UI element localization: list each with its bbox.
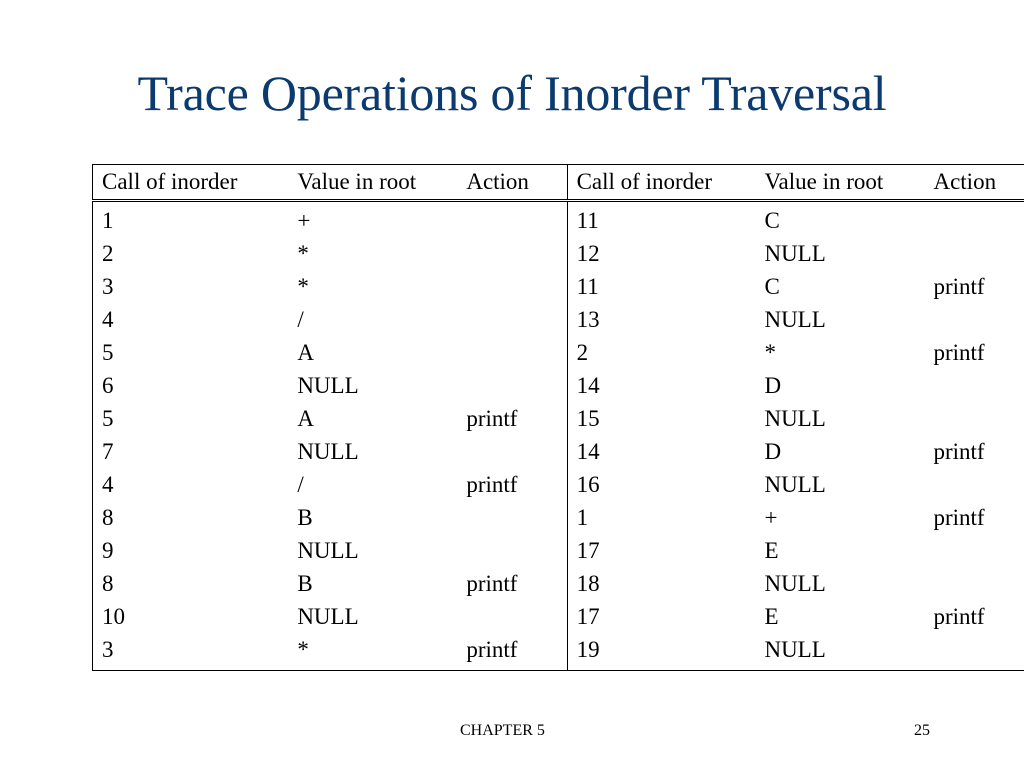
cell-value-in-root-left: NULL xyxy=(297,538,359,563)
cell-action-left: printf xyxy=(457,633,567,671)
header-action-right: Action xyxy=(924,165,1024,201)
header-value-in-root-left: Value in root xyxy=(288,165,457,201)
cell-call-of-inorder-right: 1 xyxy=(567,501,755,534)
cell-call-of-inorder-left: 8 xyxy=(93,501,289,534)
cell-value-in-root-right: NULL xyxy=(764,571,826,596)
cell-value-in-root-left: * xyxy=(297,241,309,266)
cell-value-in-root-right: E xyxy=(764,538,779,563)
cell-value-in-root-right: + xyxy=(764,505,778,530)
cell-action-left xyxy=(457,237,567,270)
cell-action-right xyxy=(924,633,1024,671)
cell-action-left xyxy=(457,336,567,369)
cell-value-in-root-left: NULL xyxy=(297,373,359,398)
cell-action-right: printf xyxy=(924,435,1024,468)
cell-call-of-inorder-right: 11 xyxy=(567,270,755,303)
table-row xyxy=(93,600,1024,633)
cell-action-left: printf xyxy=(466,406,518,431)
cell-value-in-root-right: E xyxy=(764,604,779,629)
cell-call-of-inorder-left: 3 xyxy=(93,270,289,303)
cell-action-right xyxy=(924,369,1024,402)
cell-action-left xyxy=(457,534,567,567)
cell-value-in-root-left: / xyxy=(297,472,304,497)
cell-action-right: printf xyxy=(924,600,1024,633)
table-row xyxy=(93,270,1024,303)
cell-value-in-root-left: * xyxy=(288,633,457,671)
cell-action-left: printf xyxy=(466,571,518,596)
trace-table xyxy=(92,164,1024,671)
cell-call-of-inorder-right: 18 xyxy=(567,567,755,600)
cell-action-left xyxy=(457,369,567,402)
cell-action-right: printf xyxy=(924,336,1024,369)
cell-call-of-inorder-right: 11 xyxy=(567,201,755,238)
cell-value-in-root-right: C xyxy=(764,274,780,299)
cell-value-in-root-left: * xyxy=(297,274,309,299)
cell-call-of-inorder-left: 4 xyxy=(93,468,289,501)
cell-call-of-inorder-left: 8 xyxy=(93,567,289,600)
table-row xyxy=(93,201,1024,238)
cell-call-of-inorder-left: 2 xyxy=(93,237,289,270)
slide-title: Trace Operations of Inorder Traversal xyxy=(137,65,887,121)
cell-call-of-inorder-left: 6 xyxy=(93,369,289,402)
header-call-of-inorder-left: Call of inorder xyxy=(93,165,289,201)
cell-value-in-root-right: D xyxy=(764,439,782,464)
header-call-of-inorder-right: Call of inorder xyxy=(567,165,755,201)
cell-call-of-inorder-left: 1 xyxy=(93,201,289,238)
cell-call-of-inorder-left: 7 xyxy=(93,435,289,468)
cell-action-right xyxy=(924,237,1024,270)
cell-value-in-root-left: / xyxy=(297,307,304,332)
table-row xyxy=(93,633,1024,671)
table-header xyxy=(93,165,1024,201)
cell-action-left xyxy=(457,201,567,238)
table-row xyxy=(93,567,1024,600)
cell-call-of-inorder-right: 16 xyxy=(567,468,755,501)
cell-call-of-inorder-right: 17 xyxy=(567,534,755,567)
cell-call-of-inorder-right: 14 xyxy=(567,435,755,468)
cell-value-in-root-left: NULL xyxy=(297,604,359,629)
cell-value-in-root-right: NULL xyxy=(755,633,924,671)
cell-action-left xyxy=(457,303,567,336)
cell-action-left xyxy=(457,270,567,303)
cell-action-right xyxy=(924,468,1024,501)
cell-action-left xyxy=(457,600,567,633)
cell-action-left: printf xyxy=(466,472,518,497)
cell-action-right: printf xyxy=(924,270,1024,303)
table-body xyxy=(93,201,1024,671)
cell-value-in-root-right: C xyxy=(764,208,780,233)
footer-chapter: CHAPTER 5 xyxy=(460,722,545,739)
trace-table-container xyxy=(92,164,1024,671)
header-action-left: Action xyxy=(457,165,567,201)
cell-value-in-root-right: NULL xyxy=(764,406,826,431)
table-row xyxy=(93,534,1024,567)
cell-call-of-inorder-left: 4 xyxy=(93,303,289,336)
cell-call-of-inorder-left: 5 xyxy=(93,402,289,435)
cell-value-in-root-right: D xyxy=(764,373,782,398)
table-row xyxy=(93,303,1024,336)
cell-call-of-inorder-left: 5 xyxy=(93,336,289,369)
cell-call-of-inorder-left: 9 xyxy=(93,534,289,567)
cell-action-right: printf xyxy=(924,501,1024,534)
cell-value-in-root-left: B xyxy=(297,505,313,530)
cell-call-of-inorder-left: 10 xyxy=(93,600,289,633)
cell-value-in-root-left: A xyxy=(297,406,314,431)
cell-action-right xyxy=(924,201,1024,238)
cell-value-in-root-left: + xyxy=(297,208,311,233)
cell-action-left xyxy=(457,501,567,534)
cell-value-in-root-right: * xyxy=(764,340,776,365)
table-row xyxy=(93,336,1024,369)
table-row xyxy=(93,468,1024,501)
table-row xyxy=(93,402,1024,435)
cell-action-right xyxy=(924,303,1024,336)
cell-value-in-root-left: A xyxy=(297,340,314,365)
cell-action-right xyxy=(924,402,1024,435)
table-row xyxy=(93,501,1024,534)
table-row xyxy=(93,369,1024,402)
cell-action-left xyxy=(457,435,567,468)
cell-call-of-inorder-right: 12 xyxy=(567,237,755,270)
cell-value-in-root-right: NULL xyxy=(764,472,826,497)
cell-call-of-inorder-right: 14 xyxy=(567,369,755,402)
cell-call-of-inorder-left: 3 xyxy=(93,633,289,671)
cell-action-right xyxy=(924,567,1024,600)
header-value-in-root-right: Value in root xyxy=(755,165,924,201)
header-row xyxy=(93,165,1024,201)
cell-value-in-root-right: NULL xyxy=(764,241,826,266)
cell-value-in-root-left: B xyxy=(297,571,313,596)
table-row xyxy=(93,435,1024,468)
page-number: 25 xyxy=(914,722,930,739)
cell-value-in-root-left: NULL xyxy=(297,439,359,464)
cell-call-of-inorder-right: 19 xyxy=(567,633,755,671)
table-row xyxy=(93,237,1024,270)
cell-value-in-root-right: NULL xyxy=(764,307,826,332)
cell-call-of-inorder-right: 15 xyxy=(567,402,755,435)
cell-call-of-inorder-right: 13 xyxy=(567,303,755,336)
cell-call-of-inorder-right: 2 xyxy=(567,336,755,369)
cell-call-of-inorder-right: 17 xyxy=(567,600,755,633)
cell-action-right xyxy=(924,534,1024,567)
